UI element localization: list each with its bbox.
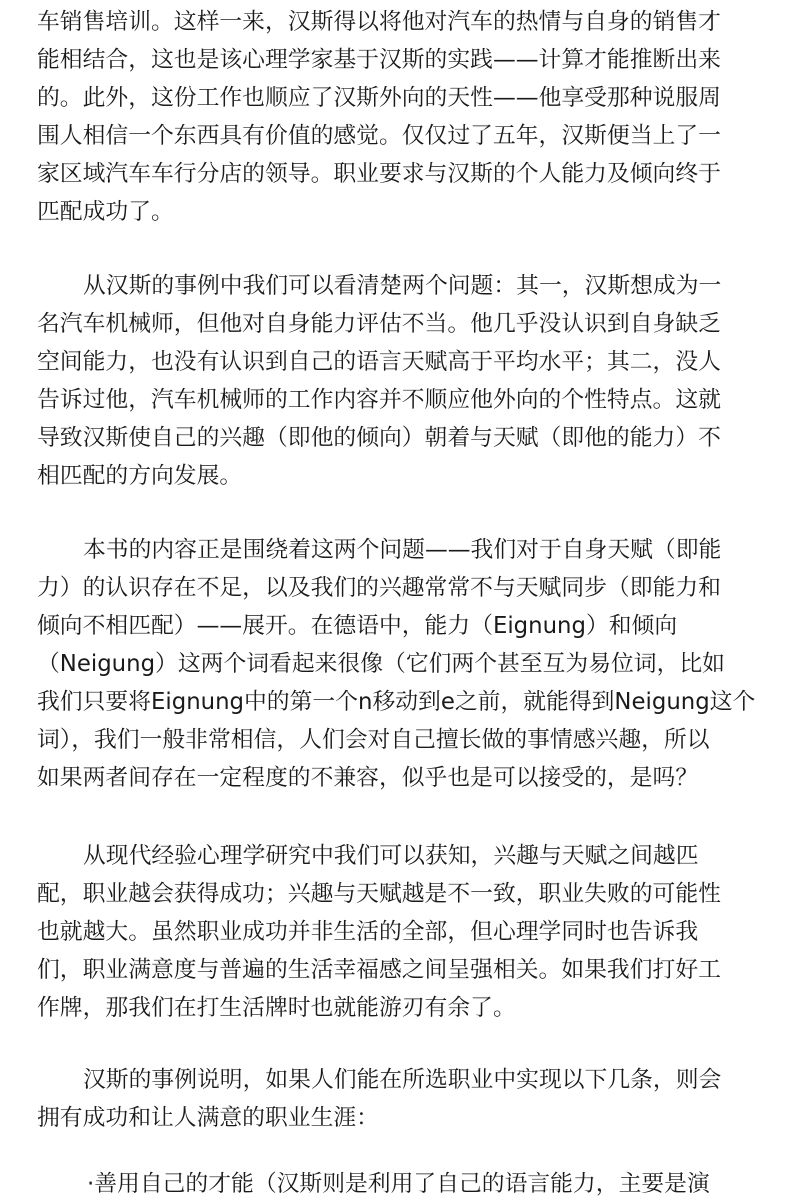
text-line: 拥有成功和让人满意的职业生涯： [37,1105,379,1131]
text-line: 汉斯的事例说明，如果人们能在所选职业中实现以下几条，则会 [83,1067,722,1093]
text-line: 配，职业越会获得成功；兴趣与天赋越是不一致，职业失败的可能性 [37,881,721,907]
text-line: 本书的内容正是围绕着这两个问题——我们对于自身天赋（即能 [83,537,722,563]
text-line: 力）的认识存在不足，以及我们的兴趣常常不与天赋同步（即能力和 [37,575,721,601]
text-line: 名汽车机械师，但他对自身能力评估不当。他几乎没认识到自身缺乏 [37,311,721,337]
text-line: 词），我们一般非常相信，人们会对自己擅长做的事情感兴趣，所以 [37,727,710,753]
text-line: 也就越大。虽然职业成功并非生活的全部，但心理学同时也告诉我 [37,919,699,945]
text-line: 如果两者间存在一定程度的不兼容，似乎也是可以接受的，是吗？ [37,765,699,791]
text-line: 导致汉斯使自己的兴趣（即他的倾向）朝着与天赋（即他的能力）不 [37,425,721,451]
text-line: 空间能力，也没有认识到自己的语言天赋高于平均水平；其二，没人 [37,349,721,375]
text-line: 能相结合，这也是该心理学家基于汉斯的实践——计算才能推断出来 [37,47,721,73]
text-line: ·善用自己的才能（汉斯则是利用了自己的语言能力，主要是演 [87,1171,710,1197]
text-line: （Neigung）这两个词看起来很像（它们两个甚至互为易位词，比如 [37,651,725,677]
document-page [37,0,767,1200]
text-line: 们，职业满意度与普遍的生活幸福感之间呈强相关。如果我们打好工 [37,957,721,983]
text-line: 围人相信一个东西具有价值的感觉。仅仅过了五年，汉斯便当上了一 [37,123,721,149]
text-line: 倾向不相匹配）——展开。在德语中，能力（Eignung）和倾向 [37,613,678,639]
text-line: 匹配成功了。 [37,199,174,225]
text-line: 告诉过他，汽车机械师的工作内容并不顺应他外向的个性特点。这就 [37,387,721,413]
text-line: 家区域汽车车行分店的领导。职业要求与汉斯的个人能力及倾向终于 [37,161,721,187]
text-line: 我们只要将Eignung中的第一个n移动到e之前，就能得到Neigung这个 [37,689,756,715]
text-line: 从现代经验心理学研究中我们可以获知，兴趣与天赋之间越匹 [83,843,699,869]
text-line: 作牌，那我们在打生活牌时也就能游刃有余了。 [37,995,516,1021]
text-line: 的。此外，这份工作也顺应了汉斯外向的天性——他享受那种说服周 [37,85,721,111]
text-line: 从汉斯的事例中我们可以看清楚两个问题：其一，汉斯想成为一 [83,273,722,299]
text-line: 相匹配的方向发展。 [37,463,243,489]
text-line: 车销售培训。这样一来，汉斯得以将他对汽车的热情与自身的销售才 [37,9,721,35]
